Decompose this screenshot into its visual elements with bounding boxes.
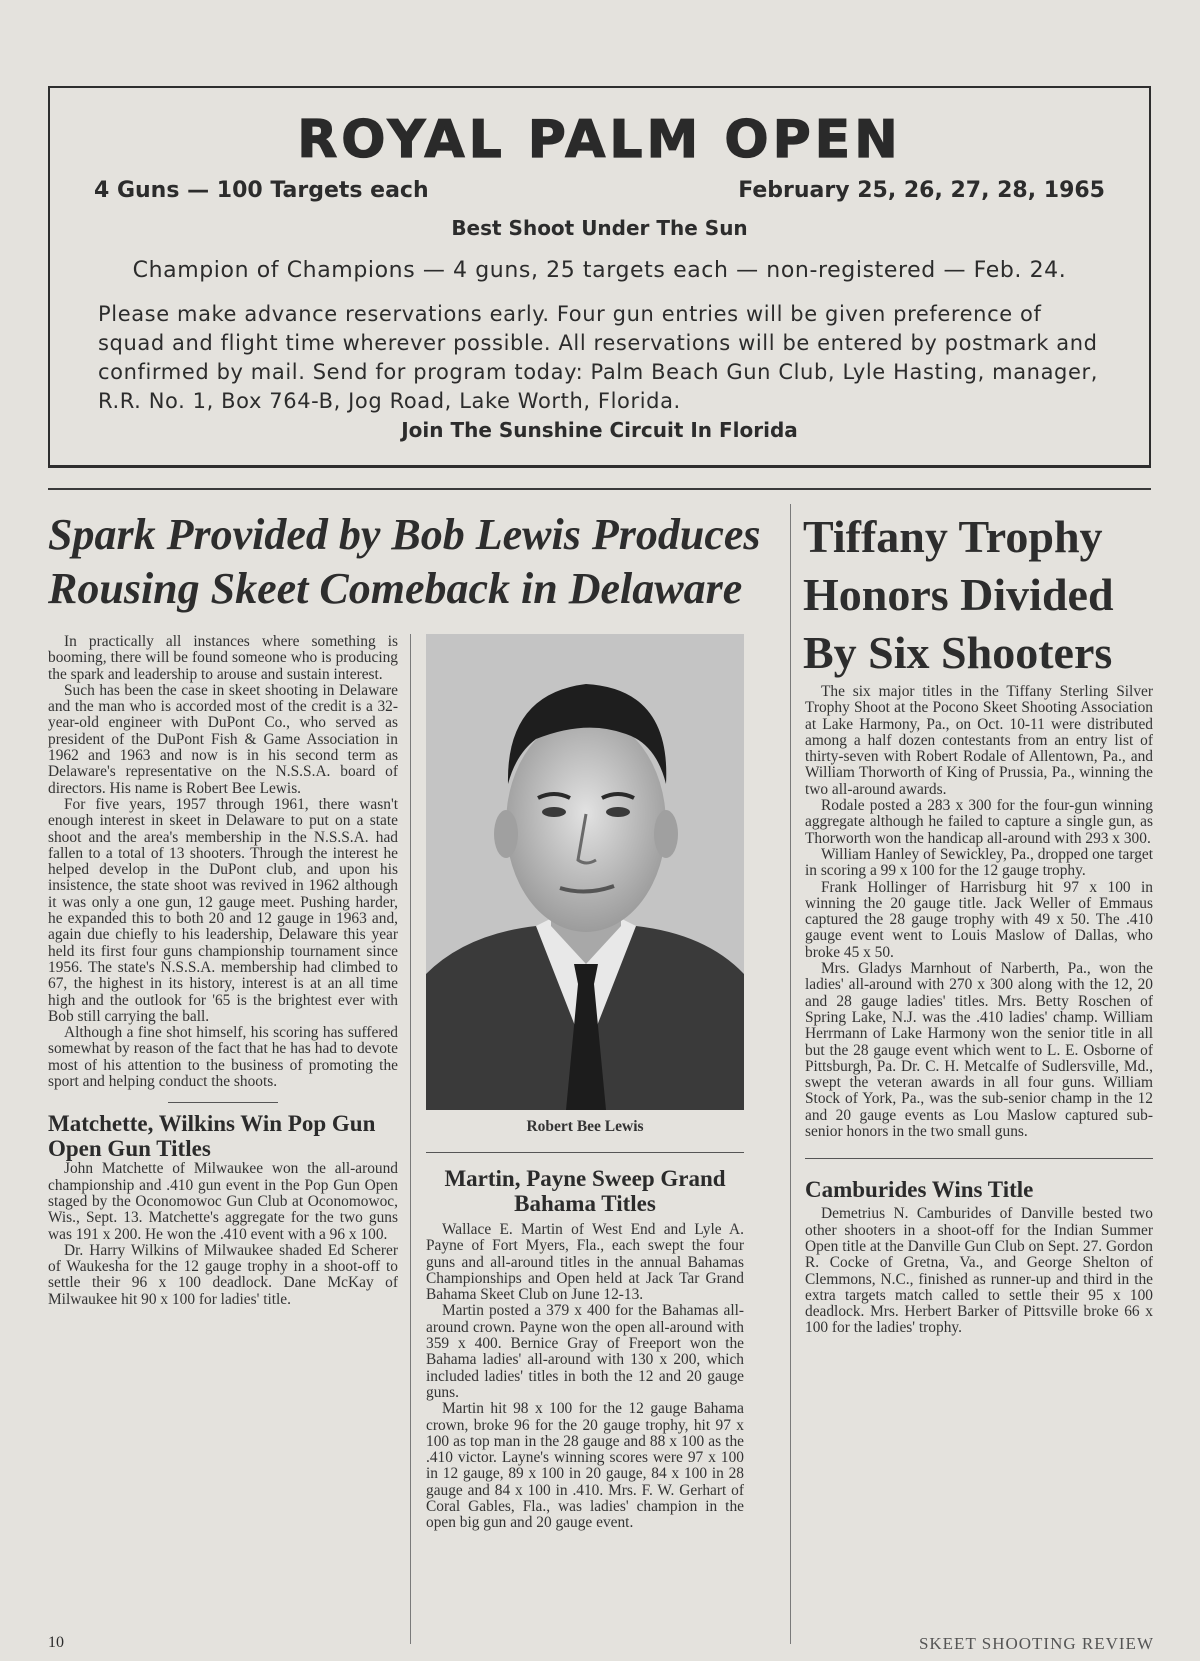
ad-join-line: Join The Sunshine Circuit In Florida <box>401 418 798 442</box>
robert-bee-lewis-photo <box>426 634 744 1110</box>
tiffany-headline: Tiffany Trophy Honors Divided By Six Shooters <box>803 511 1114 678</box>
camburides-headline: Camburides Wins Title <box>805 1177 1034 1203</box>
ad-guns-info: 4 Guns — 100 Targets each <box>94 178 429 203</box>
ad-dates: February 25, 26, 27, 28, 1965 <box>738 178 1105 203</box>
article-paragraph: John Matchette of Milwaukee won the all-around championship and .410 gun event in the Pop Gun Open staged by the Oconomowoc Gun Club at Oconomowoc, Wis., Sept. 13. Matchette's aggregate for the two guns was 191 x 200. He won the .410 event with a 96 x 100. <box>48 1160 398 1243</box>
main-headline-line-2: Rousing Skeet Comeback in Delaware <box>48 564 743 613</box>
article-paragraph: Mrs. Gladys Marnhout of Narberth, Pa., won the ladies' all-around with 270 x 300 along with the 12, 20 and 28 gauge ladies' titles. Mrs. Betty Roschen of Spring Lake, N.J. was the .410 ladies' champ. William Herrmann of Lake Harmony won the senior title in all but the 28 gauge event which went to L. E. Osborne of Pittsburgh, Pa. Dr. C. H. Metcalfe of Sudlersville, Md., swept the veteran awards in all four guns. William Stock of York, Pa., was the sub-senior champ in the 12 and 20 gauge events as Lou Maslow captured sub-senior honors in the two small guns. <box>805 960 1153 1141</box>
section-divider <box>48 488 1151 490</box>
portrait-image <box>426 634 744 1110</box>
article-paragraph: For five years, 1957 through 1961, there wasn't enough interest in skeet in Delaware to put on a state shoot and the area's membership in the N.S.S.A. had fallen to a total of 13 shooters. Through the interest he helped develop in the DuPont club, and upon his insistence, the state shoot was revived in 1962 although it was only a one gun, 12 gauge meet. Pushing harder, he expanded this to both 20 and 12 gauge in 1963 and, again due chiefly to his leadership, Delaware this year held its first four guns championship tournament since 1956. The state's N.S.S.A. membership had climbed to 67, the highest in its history, interest is at an all time high and the outlook for '65 is the brightest ever with Bob still carrying the ball. <box>48 795 398 1025</box>
column-right <box>805 684 1153 1337</box>
photo-caption: Robert Bee Lewis <box>526 1118 644 1135</box>
article-paragraph: William Hanley of Sewickley, Pa., dropped one target in scoring a 99 x 100 for the 12 gauge trophy. <box>805 845 1153 880</box>
article-paragraph: Frank Hollinger of Harrisburg hit 97 x 100 in winning the 20 gauge title. Jack Weller of Emmaus captured the 28 gauge trophy with 49 x 50. The .410 gauge event went to Louis Maslow of Dallas, who broke 45 x 50. <box>805 878 1153 961</box>
article-paragraph: The six major titles in the Tiffany Sterling Silver Trophy Shoot at the Pocono Skeet Shooting Association at Lake Harmony, Pa., on Oct. 10-11 were distributed among a half dozen contestants from an entry list of thirty-seven with Robert Rodale of Allentown, Pa., and William Thorworth of King of Prussia, Pa., winning the two all-around awards. <box>805 683 1153 798</box>
ad-champion-event: Champion of Champions — 4 guns, 25 targets each — non-registered — Feb. 24. <box>132 258 1067 283</box>
article-paragraph: In practically all instances where something is booming, there will be found someone who is producing the spark and leadership to arouse and sustain interest. <box>48 633 398 683</box>
article-paragraph: Martin hit 98 x 100 for the 12 gauge Bahama crown, broke 96 for the 20 gauge trophy, hit 97 x 100 as top man in the 28 gauge and 88 x 100 as the .410 victor. Layne's winning scores were 97 x 100 in 12 gauge, 89 x 100 in 20 gauge, 84 x 100 in 28 gauge and 84 x 100 in .410. Mrs. F. W. Gerhart of Coral Gables, Fla., was ladies' champion in the open big gun and 20 gauge event. <box>426 1400 744 1532</box>
column-middle <box>426 1166 744 1532</box>
article-paragraph: Rodale posted a 283 x 300 for the four-gun winning aggregate although he failed to capture a single gun, as Thorworth won the handicap all-around with 293 x 300. <box>805 797 1153 847</box>
ad-slogan: Best Shoot Under The Sun <box>451 216 748 240</box>
short-divider <box>426 1152 744 1153</box>
main-headline-line-1: Spark Provided by Bob Lewis Produces <box>48 510 761 559</box>
column-left <box>48 634 398 1308</box>
royal-palm-open-ad <box>48 86 1151 468</box>
main-headline <box>48 508 788 616</box>
article-paragraph: Although a fine shot himself, his scoring has suffered somewhat by reason of the fact that he has had to devote most of his attention to the business of promoting the sport and helping conduct the shoots. <box>48 1024 398 1091</box>
ad-body-text: Please make advance reservations early. Four gun entries will be given preference of squad and flight time wherever possible. All reservations will be entered by postmark and confirmed by mail. Send for program today: Palm Beach Gun Club, Lyle Hasting, manager, R.R. No. 1, Box 764-B, Jog Road, Lake Worth, Florida. <box>98 302 1099 413</box>
page-number: 10 <box>48 1634 64 1651</box>
article-paragraph: Wallace E. Martin of West End and Lyle A. Payne of Fort Myers, Fla., each swept the four guns and all-around titles in the annual Bahamas Championships and Open held at Jack Tar Grand Bahama Skeet Club on June 12-13. <box>426 1221 744 1304</box>
article-paragraph: Such has been the case in skeet shooting in Delaware and the man who is accorded most of the credit is a 32-year-old engineer with DuPont Co., who served as president of the DuPont Fish & Game Association in 1962 and 1963 and now is in his second term as Delaware's representative on the N.S.S.A. board of directors. His name is Robert Bee Lewis. <box>48 681 398 797</box>
short-divider <box>168 1102 278 1103</box>
column-divider-right <box>790 504 791 1644</box>
ad-title: ROYAL PALM OPEN <box>297 110 902 170</box>
martin-payne-headline: Martin, Payne Sweep Grand Bahama Titles <box>444 1166 726 1216</box>
masthead: SKEET SHOOTING REVIEW <box>918 1634 1154 1653</box>
article-paragraph: Martin posted a 379 x 400 for the Bahamas all-around crown. Payne won the open all-around with 359 x 400. Bernice Gray of Freeport won the Bahama ladies' all-around with 130 x 200, which included ladies' titles in both the 12 and 20 gauge guns. <box>426 1302 744 1401</box>
article-paragraph: Dr. Harry Wilkins of Milwaukee shaded Ed Scherer of Waukesha for the 12 gauge trophy in a shoot-off to settle their 96 x 100 deadlock. Dane McKay of Milwaukee hit 90 x 100 for ladies' title. <box>48 1241 398 1308</box>
short-divider <box>805 1158 1153 1159</box>
article-paragraph: Demetrius N. Camburides of Danville bested two other shooters in a shoot-off for the Indian Summer Open title at the Danville Gun Club on Sept. 27. Gordon R. Cocke of Gretna, Va., and George Shelton of Clemmons, N.C., finished as runner-up and third in the extra targets match called to settle their 95 x 100 deadlock. Mrs. Herbert Barker of Pittsville broke 66 x 100 for the ladies' trophy. <box>805 1205 1153 1337</box>
column-divider-left <box>410 634 411 1644</box>
matchette-headline: Matchette, Wilkins Win Pop Gun Open Gun Titles <box>48 1111 376 1162</box>
